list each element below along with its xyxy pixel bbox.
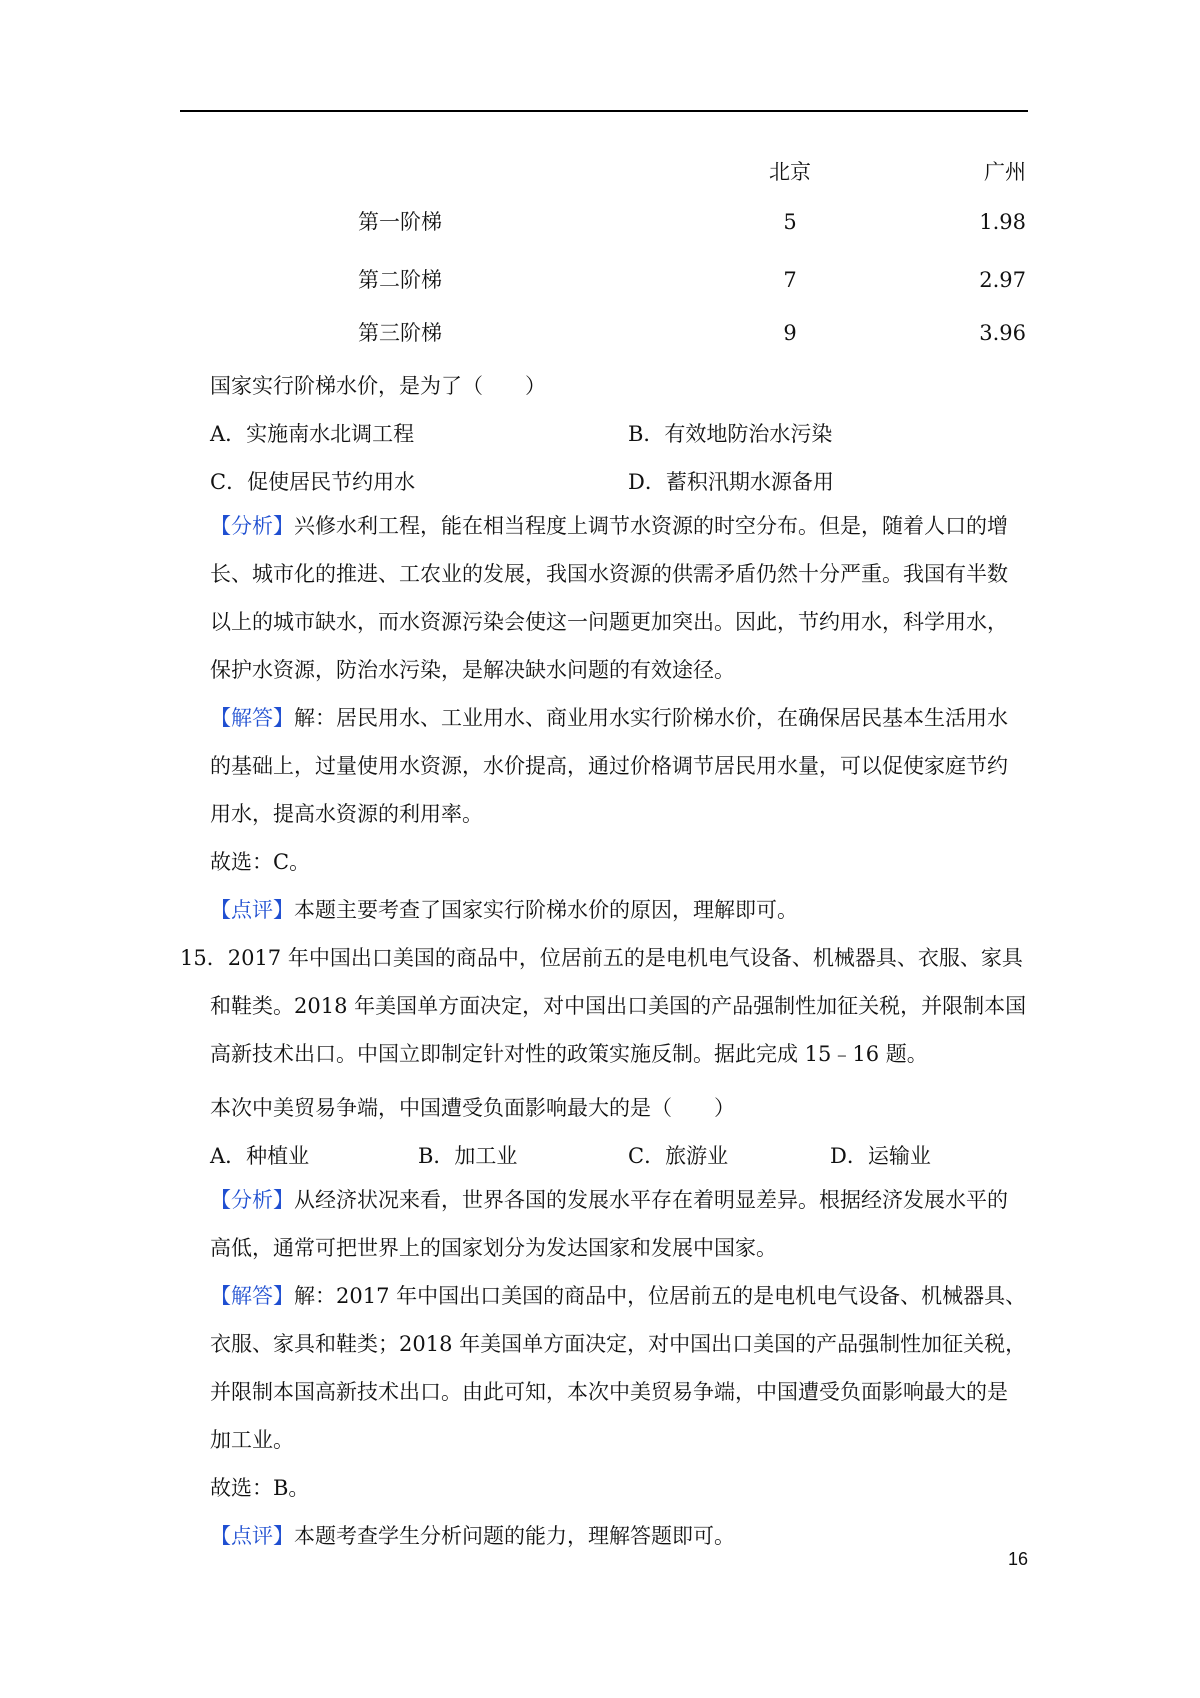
table-cell-beijing: 5 bbox=[783, 210, 797, 234]
question-15-intro bbox=[180, 934, 1030, 1078]
table-header-beijing: 北京 bbox=[769, 160, 811, 184]
answer-choice: 故选：C。 bbox=[210, 850, 311, 874]
comment-tag: 【点评】 bbox=[210, 898, 294, 922]
comment-text: 本题主要考查了国家实行阶梯水价的原因，理解即可。 bbox=[294, 898, 798, 922]
option-a: A．种植业 bbox=[210, 1144, 310, 1168]
analysis-line: 高低，通常可把世界上的国家划分为发达国家和发展中国家。 bbox=[210, 1236, 777, 1260]
answer-line: 加工业。 bbox=[210, 1428, 294, 1452]
answer-tag: 【解答】 bbox=[210, 1284, 294, 1308]
answer-line: 衣服、家具和鞋类；2018 年美国单方面决定，对中国出口美国的产品强制性加征关税， bbox=[210, 1332, 1027, 1356]
answer-section bbox=[210, 694, 1030, 934]
comment-text: 本题考查学生分析问题的能力，理解答题即可。 bbox=[294, 1524, 735, 1548]
option-a: A．实施南水北调工程 bbox=[210, 422, 415, 446]
comment-tag: 【点评】 bbox=[210, 1524, 294, 1548]
answer-tag: 【解答】 bbox=[210, 706, 294, 730]
answer-line: 用水，提高水资源的利用率。 bbox=[210, 802, 483, 826]
question-stem: 国家实行阶梯水价，是为了（ ） bbox=[210, 374, 546, 398]
answer-section bbox=[210, 1272, 1030, 1560]
option-c: C．促使居民节约用水 bbox=[210, 470, 416, 494]
answer-line: 解：居民用水、工业用水、商业用水实行阶梯水价，在确保居民基本生活用水 bbox=[294, 706, 1008, 730]
table-cell-beijing: 9 bbox=[783, 321, 797, 345]
intro-line: 高新技术出口。中国立即制定针对性的政策实施反制。据此完成 15﹣16 题。 bbox=[210, 1042, 928, 1066]
table-cell-guangzhou: 3.96 bbox=[979, 321, 1026, 345]
intro-line: 和鞋类。2018 年美国单方面决定，对中国出口美国的产品强制性加征关税，并限制本国 bbox=[210, 994, 1027, 1018]
table-row-label: 第二阶梯 bbox=[358, 268, 442, 292]
option-d: D．运输业 bbox=[830, 1144, 931, 1168]
answer-line: 并限制本国高新技术出口。由此可知，本次中美贸易争端，中国遭受负面影响最大的是 bbox=[210, 1380, 1008, 1404]
analysis-section bbox=[210, 1176, 1030, 1272]
table-cell-guangzhou: 1.98 bbox=[979, 210, 1026, 234]
option-c: C．旅游业 bbox=[628, 1144, 729, 1168]
answer-choice: 故选：B。 bbox=[210, 1476, 310, 1500]
header-rule bbox=[180, 110, 1028, 112]
analysis-tag: 【分析】 bbox=[210, 1188, 294, 1212]
table-row-label: 第一阶梯 bbox=[358, 210, 442, 234]
analysis-line: 兴修水利工程，能在相当程度上调节水资源的时空分布。但是，随着人口的增 bbox=[294, 514, 1008, 538]
option-b: B．有效地防治水污染 bbox=[628, 422, 833, 446]
analysis-line: 保护水资源，防治水污染，是解决缺水问题的有效途径。 bbox=[210, 658, 735, 682]
analysis-line: 以上的城市缺水，而水资源污染会使这一问题更加突出。因此，节约用水，科学用水， bbox=[210, 610, 1008, 634]
table-header-guangzhou: 广州 bbox=[984, 160, 1026, 184]
analysis-section bbox=[210, 502, 1030, 694]
analysis-line: 从经济状况来看，世界各国的发展水平存在着明显差异。根据经济发展水平的 bbox=[294, 1188, 1008, 1212]
analysis-tag: 【分析】 bbox=[210, 514, 294, 538]
intro-line: 15．2017 年中国出口美国的商品中，位居前五的是电机电气设备、机械器具、衣服、家具 bbox=[180, 946, 1023, 970]
question-stem: 本次中美贸易争端，中国遭受负面影响最大的是（ ） bbox=[210, 1096, 735, 1120]
option-b: B．加工业 bbox=[418, 1144, 518, 1168]
table-row-label: 第三阶梯 bbox=[358, 321, 442, 345]
answer-line: 解：2017 年中国出口美国的商品中，位居前五的是电机电气设备、机械器具、 bbox=[294, 1284, 1027, 1308]
option-d: D．蓄积汛期水源备用 bbox=[628, 470, 834, 494]
table-cell-guangzhou: 2.97 bbox=[979, 268, 1026, 292]
page-number: 16 bbox=[1007, 1549, 1028, 1569]
answer-line: 的基础上，过量使用水资源，水价提高，通过价格调节居民用水量，可以促使家庭节约 bbox=[210, 754, 1008, 778]
table-cell-beijing: 7 bbox=[783, 268, 797, 292]
analysis-line: 长、城市化的推进、工农业的发展，我国水资源的供需矛盾仍然十分严重。我国有半数 bbox=[210, 562, 1008, 586]
